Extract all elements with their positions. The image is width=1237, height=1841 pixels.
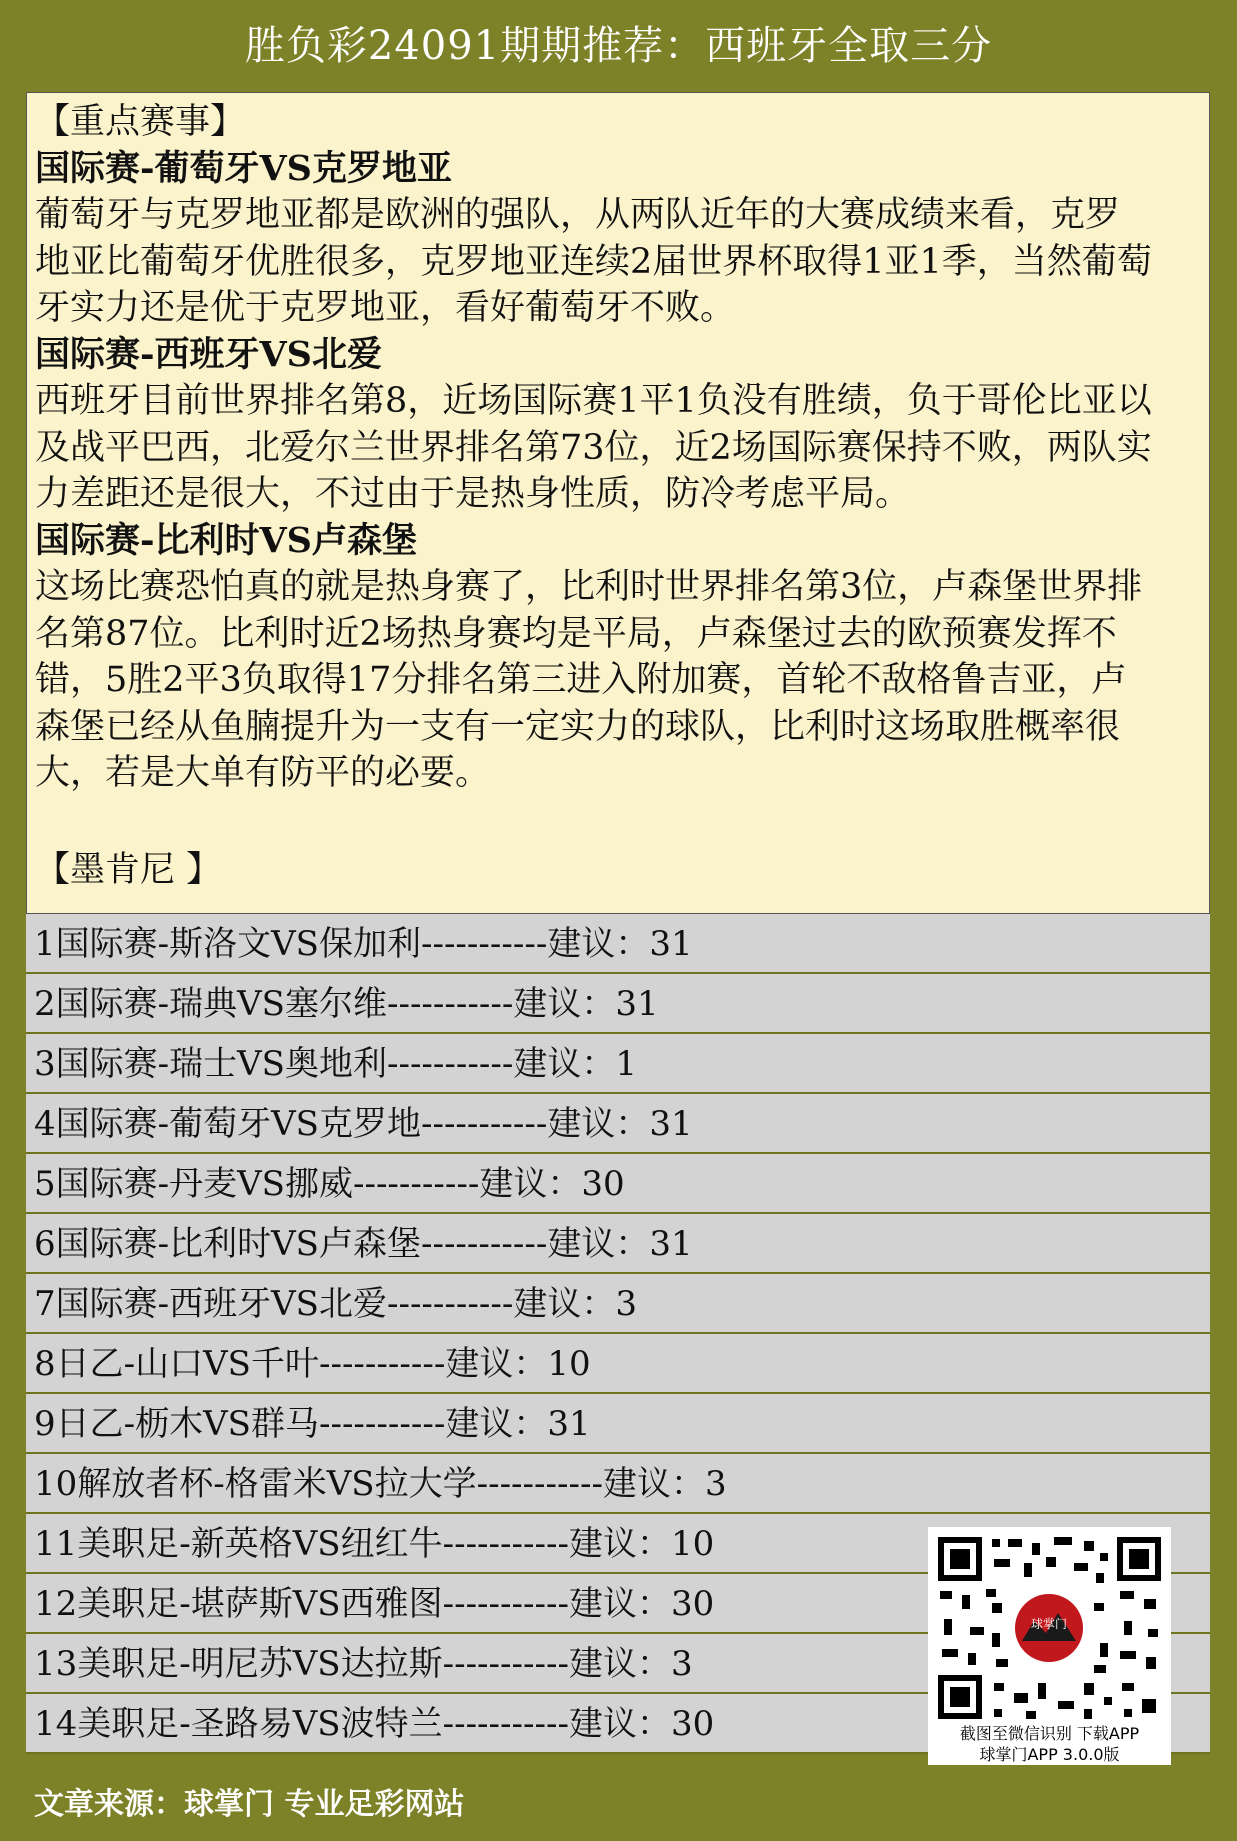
pick-row: 5国际赛-丹麦VS挪威-----------建议：30 — [26, 1154, 1210, 1214]
analysis-panel — [26, 92, 1210, 914]
pick-row: 6国际赛-比利时VS卢森堡-----------建议：31 — [26, 1214, 1210, 1274]
analysis-line: 葡萄牙与克罗地亚都是欧洲的强队，从两队近年的大赛成绩来看，克罗 — [35, 195, 1121, 235]
pick-row: 13美职足-明尼苏VS达拉斯-----------建议：3 — [26, 1634, 1210, 1694]
pick-row: 1国际赛-斯洛文VS保加利-----------建议：31 — [26, 914, 1210, 974]
analysis-line: 大，若是大单有防平的必要。 — [35, 753, 491, 793]
analysis-line: 及战平巴西，北爱尔兰世界排名第73位，近2场国际赛保持不败，两队实 — [35, 427, 1152, 468]
qr-logo-text: 球掌门 — [1030, 1617, 1068, 1631]
pick-row: 14美职足-圣路易VS波特兰-----------建议：30 — [26, 1694, 1210, 1754]
match-title: 国际赛-西班牙VS北爱 — [35, 333, 382, 375]
pick-row: 9日乙-枥木VS群马-----------建议：31 — [26, 1394, 1210, 1454]
analysis-line: 力差距还是很大，不过由于是热身性质，防冷考虑平局。 — [35, 474, 911, 514]
match-title: 国际赛-比利时VS卢森堡 — [35, 519, 417, 561]
analysis-line: 地亚比葡萄牙优胜很多，克罗地亚连续2届世界杯取得1亚1季，当然葡萄 — [35, 241, 1152, 282]
analysis-line: 森堡已经从鱼腩提升为一支有一定实力的球队，比利时这场取胜概率很 — [35, 706, 1121, 747]
analysis-line: 牙实力还是优于克罗地亚，看好葡萄牙不败。 — [35, 288, 736, 328]
analysis-line: 名第87位。比利时近2场热身赛均是平局，卢森堡过去的欧预赛发挥不 — [35, 613, 1117, 654]
qr-code-icon — [934, 1533, 1165, 1723]
banker-title: 【墨肯尼 】 — [35, 849, 222, 890]
pick-row: 3国际赛-瑞士VS奥地利-----------建议：1 — [26, 1034, 1210, 1094]
qr-code-box — [928, 1527, 1171, 1765]
match-title: 国际赛-葡萄牙VS克罗地亚 — [35, 147, 452, 189]
pick-row: 7国际赛-西班牙VS北爱-----------建议：3 — [26, 1274, 1210, 1334]
analysis-line: 这场比赛恐怕真的就是热身赛了，比利时世界排名第3位，卢森堡世界排 — [35, 567, 1143, 607]
analysis-line: 西班牙目前世界排名第8，近场国际赛1平1负没有胜绩，负于哥伦比亚以 — [35, 381, 1152, 421]
pick-row: 11美职足-新英格VS纽红牛-----------建议：10 — [26, 1514, 1210, 1574]
section-title: 【重点赛事】 — [35, 102, 246, 142]
footer-source: 文章来源：球掌门 专业足彩网站 — [34, 1787, 465, 1822]
pick-row: 2国际赛-瑞典VS塞尔维-----------建议：31 — [26, 974, 1210, 1034]
analysis-line: 错，5胜2平3负取得17分排名第三进入附加赛，首轮不敌格鲁吉亚，卢 — [35, 660, 1127, 700]
spacer — [35, 797, 1201, 847]
pick-row: 12美职足-堪萨斯VS西雅图-----------建议：30 — [26, 1574, 1210, 1634]
pick-row: 10解放者杯-格雷米VS拉大学-----------建议：3 — [26, 1454, 1210, 1514]
pick-row: 8日乙-山口VS千叶-----------建议：10 — [26, 1334, 1210, 1394]
qr-caption-line1: 截图至微信识别 下载APP — [959, 1724, 1140, 1743]
qr-caption-line2: 球掌门APP 3.0.0版 — [979, 1745, 1120, 1764]
page-title: 胜负彩24091期期推荐：西班牙全取三分 — [244, 23, 993, 69]
pick-row: 4国际赛-葡萄牙VS克罗地-----------建议：31 — [26, 1094, 1210, 1154]
